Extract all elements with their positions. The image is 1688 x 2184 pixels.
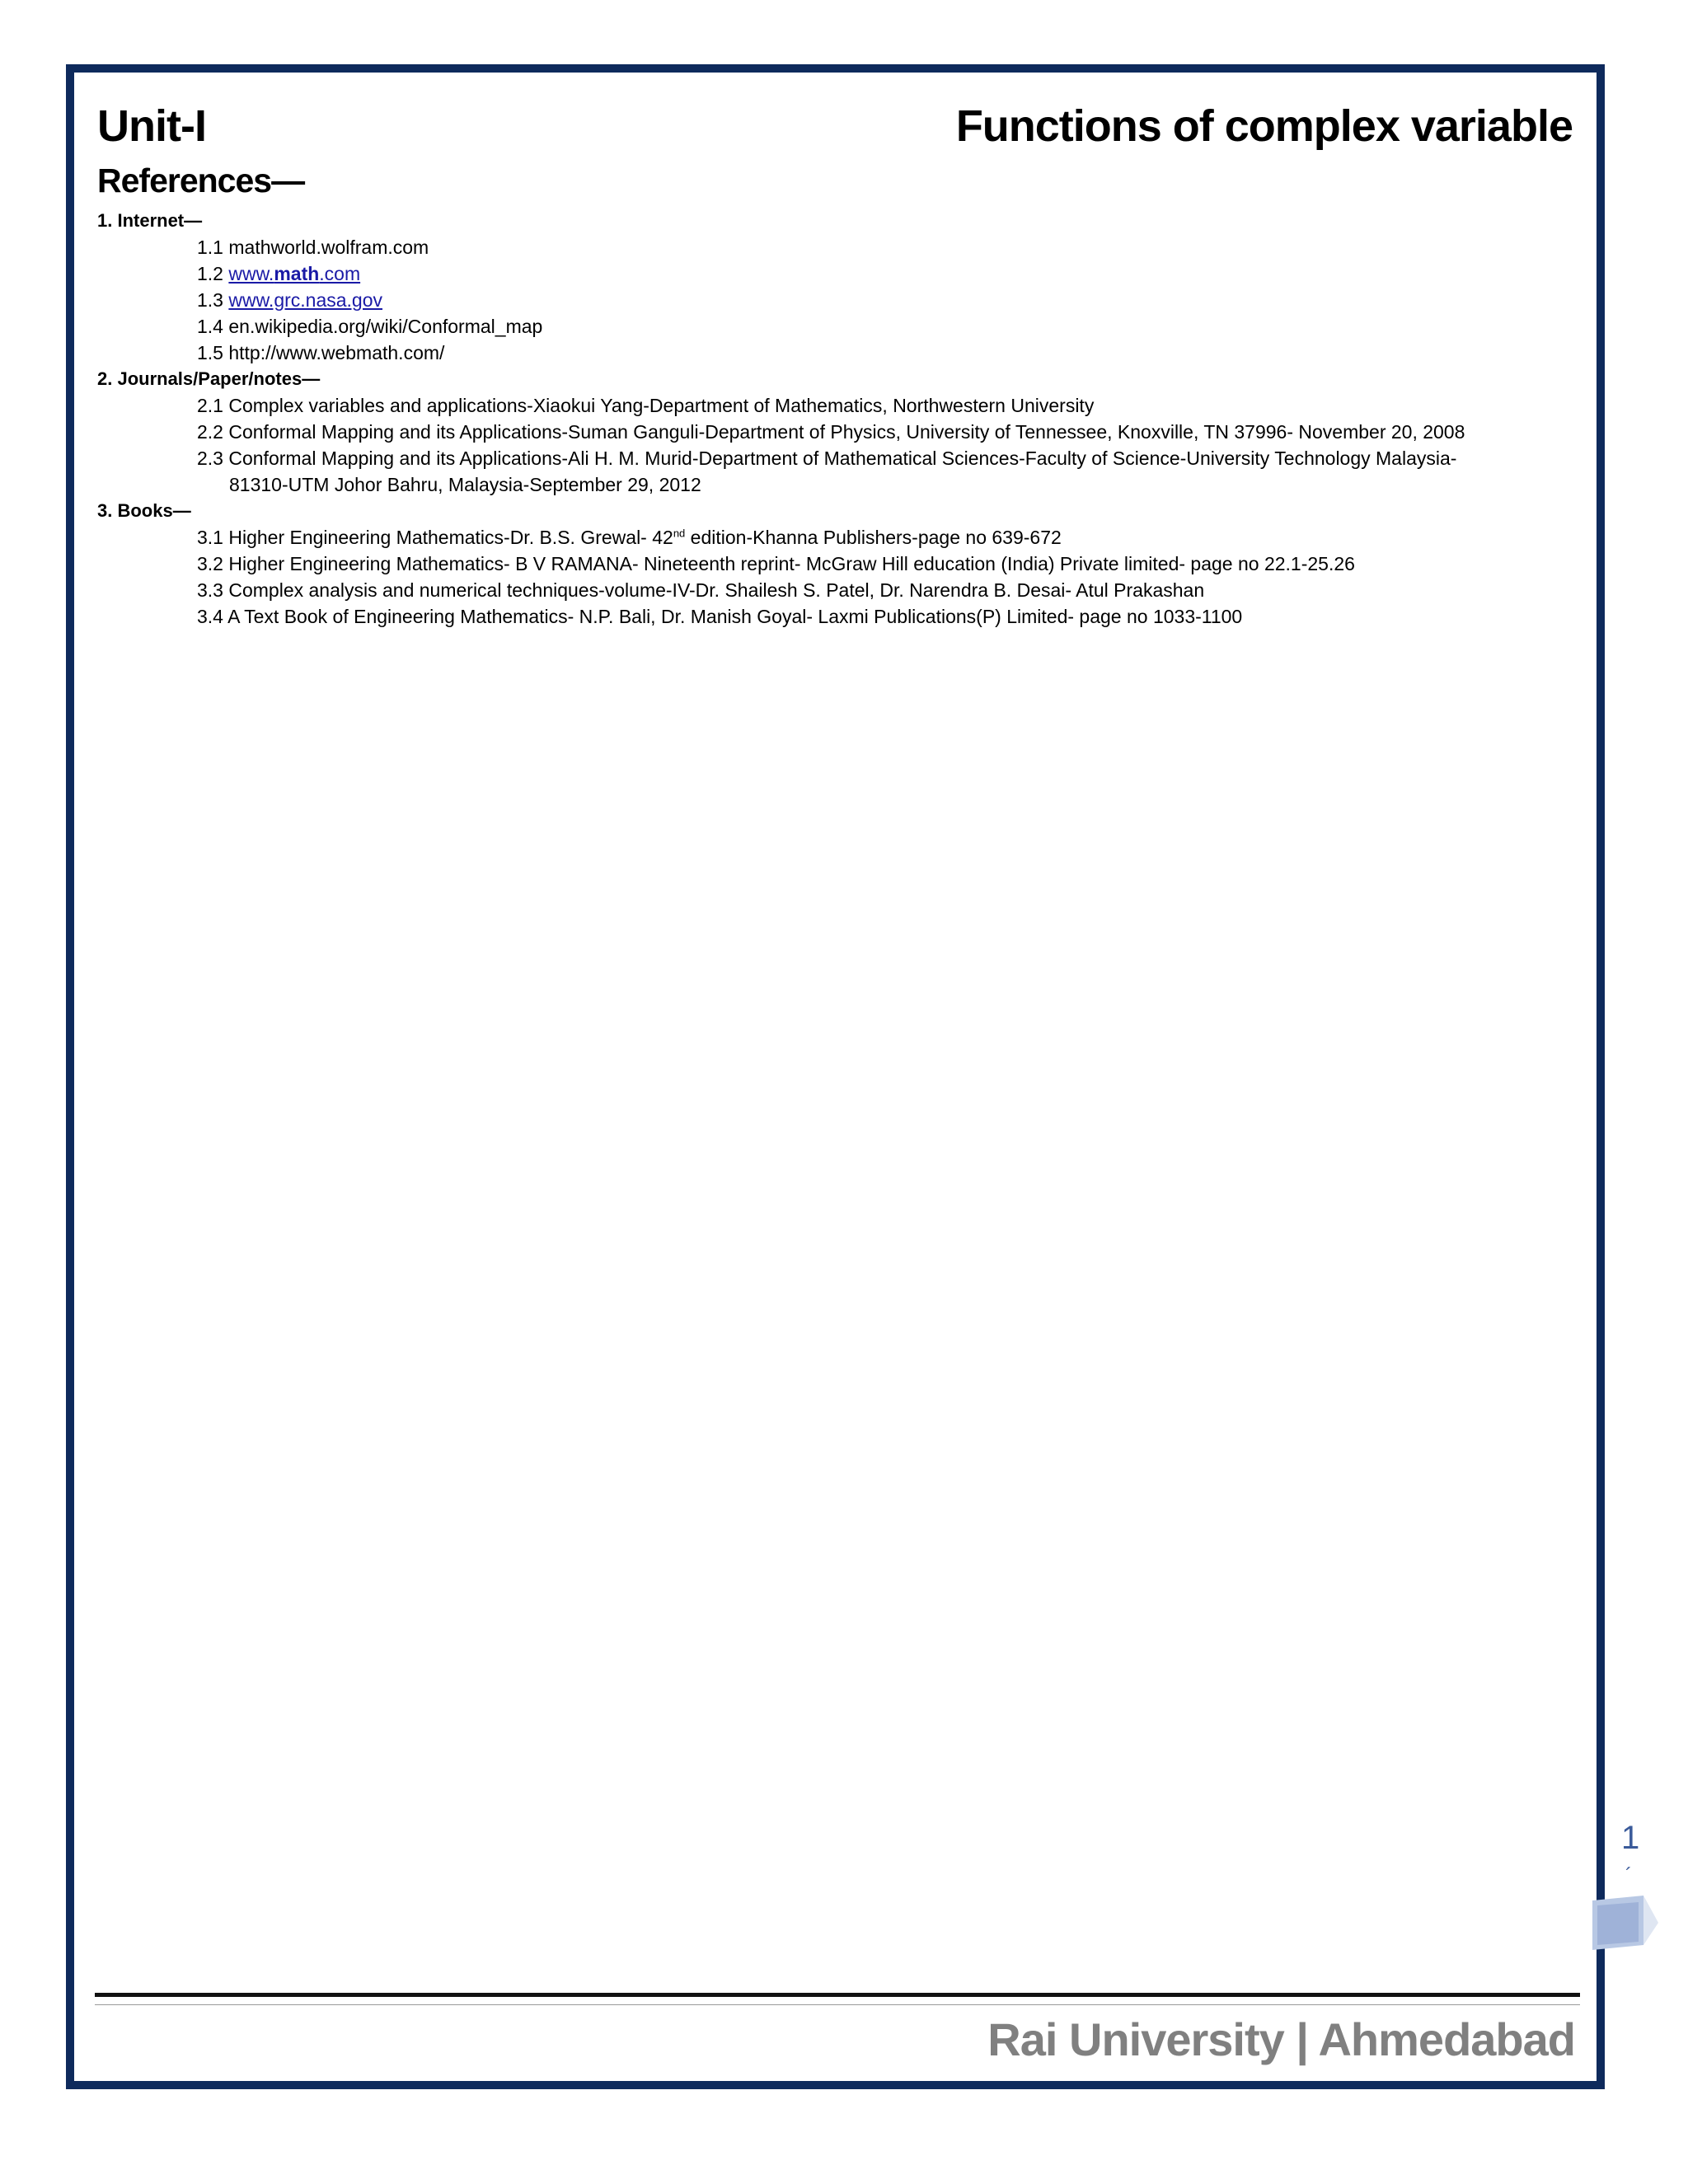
reference-item: 1.4 en.wikipedia.org/wiki/Conformal_map (197, 316, 543, 337)
section-heading-books: 3. Books— (97, 500, 191, 521)
reference-item-continuation: 81310-UTM Johor Bahru, Malaysia-September 29, 2012 (229, 474, 701, 495)
reference-link-math[interactable]: www.math.com (228, 263, 361, 284)
references-list (97, 208, 1564, 630)
reference-item: 1.5 http://www.webmath.com/ (197, 342, 445, 363)
reference-item: 2.3 Conformal Mapping and its Applications-Ali H. M. Murid-Department of Mathematical Sciences-Faculty of Science-University Technology Malaysia- (197, 448, 1457, 469)
reference-item: 3.1 Higher Engineering Mathematics-Dr. B.S. Grewal- 42nd edition-Khanna Publishers-page no 639-672 (197, 527, 1062, 548)
section-heading-journals: 2. Journals/Paper/notes— (97, 368, 321, 389)
reference-item (97, 260, 1564, 287)
page-number-mark: ´ (1625, 1864, 1632, 1886)
reference-number: 1.3 (197, 289, 229, 311)
reference-item: 2.2 Conformal Mapping and its Applications-Suman Ganguli-Department of Physics, University of Tennessee, Knoxville, TN 37996- November 20, 2008 (197, 421, 1465, 443)
unit-title: Unit-I (97, 101, 206, 151)
chapter-title: Functions of complex variable (955, 101, 1573, 151)
footer-rule-thick (95, 1993, 1580, 1997)
footer-institution: Rai University | Ahmedabad (987, 2013, 1575, 2065)
references-heading: References— (97, 162, 305, 199)
section-heading-internet: 1. Internet— (97, 210, 203, 231)
reference-number: 1.2 (197, 263, 229, 284)
reference-item: 3.4 A Text Book of Engineering Mathematics- N.P. Bali, Dr. Manish Goyal- Laxmi Publications(P) Limited- page no 1033-1100 (197, 606, 1243, 627)
reference-item: 3.2 Higher Engineering Mathematics- B V RAMANA- Nineteenth reprint- McGraw Hill education (India) Private limited- page no 22.1-25.26 (197, 553, 1355, 574)
reference-item: 3.3 Complex analysis and numerical techniques-volume-IV-Dr. Shailesh S. Patel, Dr. Narendra B. Desai- Atul Prakashan (197, 579, 1205, 601)
reference-item: 2.1 Complex variables and applications-Xiaokui Yang-Department of Mathematics, Northwestern University (197, 395, 1095, 416)
page-number: 1 (1621, 1820, 1640, 1856)
reference-item (97, 287, 1564, 313)
page-ribbon-icon (1592, 1896, 1658, 1950)
reference-link-nasa[interactable]: www.grc.nasa.gov (228, 289, 383, 311)
footer-rule-thin (95, 2004, 1580, 2005)
reference-item: 1.1 mathworld.wolfram.com (197, 237, 429, 258)
